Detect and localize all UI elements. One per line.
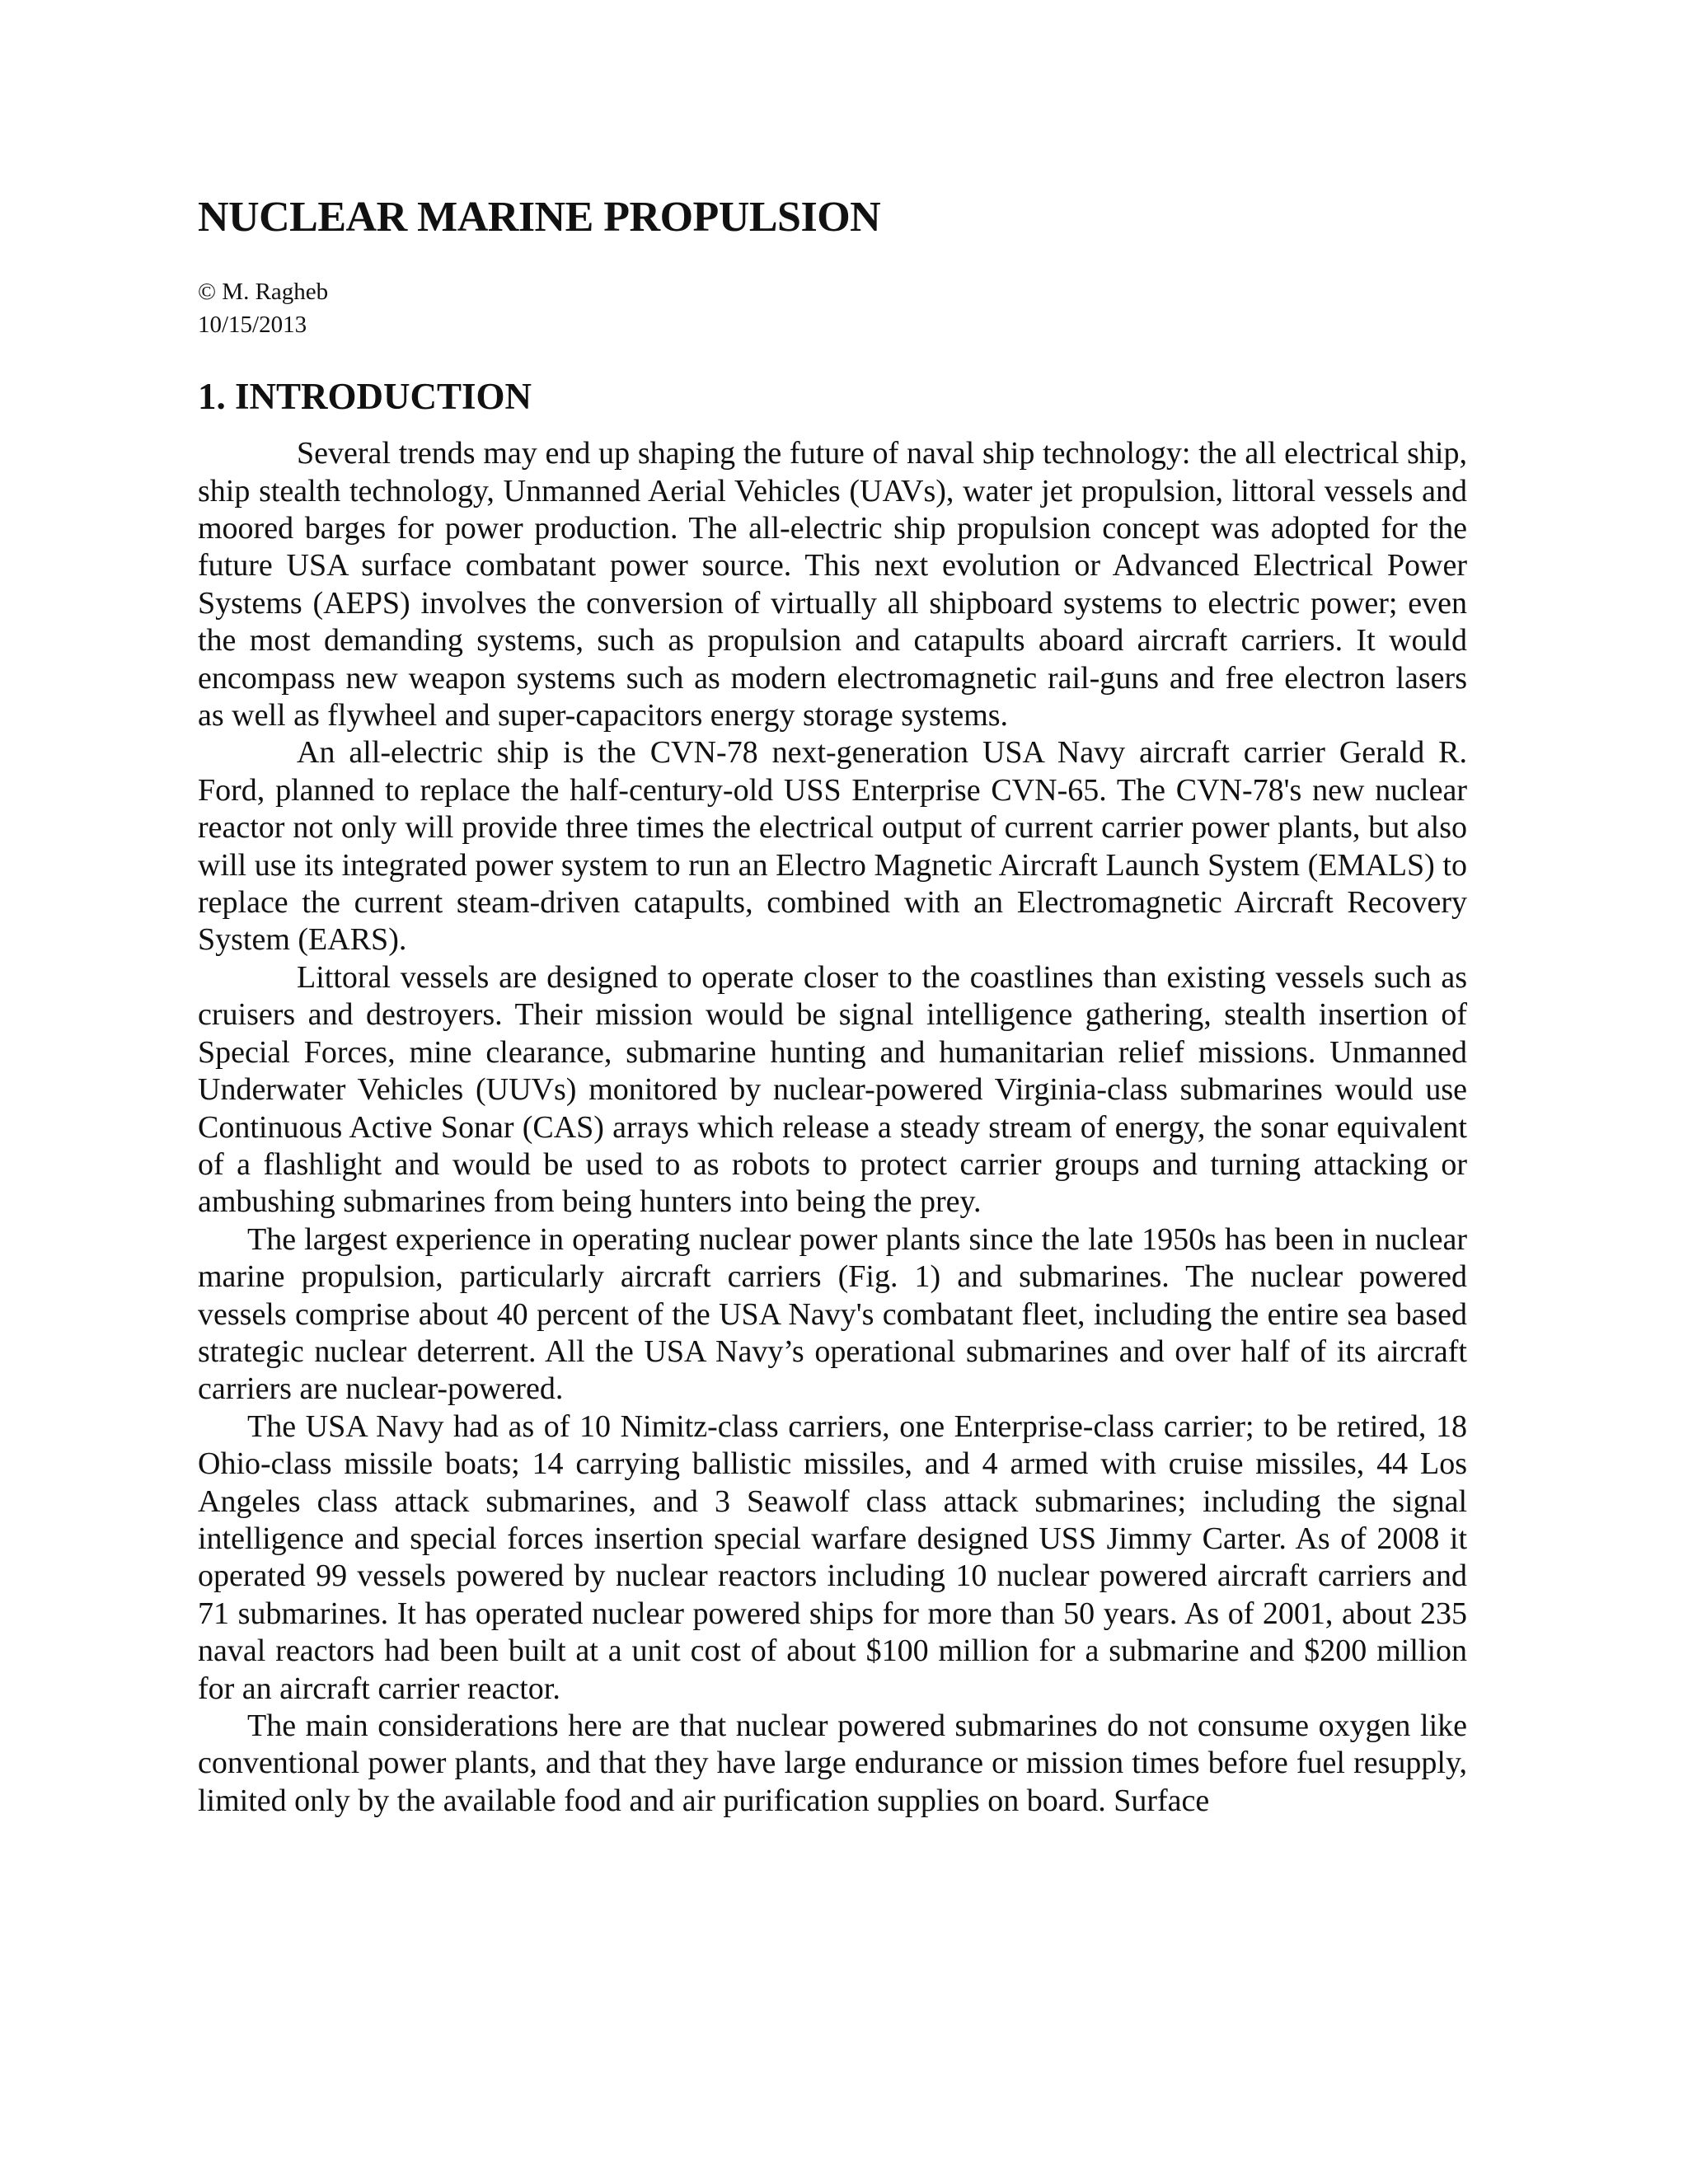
document-page [198, 194, 1467, 1820]
paragraph: The largest experience in operating nuclear power plants since the late 1950s has been in nuclear marine propulsion, particularly aircraft carriers (Fig. 1) and submarines. The nuclear powered vessels comprise about 40 percent of the USA Navy's combatant fleet, including the entire sea based strategic nuclear deterrent. All the USA Navy’s operational submarines and over half of its aircraft carriers are nuclear-powered. [198, 1221, 1467, 1407]
section-heading: 1. INTRODUCTION [198, 376, 532, 418]
paragraph: The main considerations here are that nuclear powered submarines do not consume oxygen like conventional power plants, and that they have large endurance or mission times before fuel resupply, limited only by the available food and air purification supplies on board. Surface [198, 1708, 1467, 1818]
paragraph: The USA Navy had as of 10 Nimitz-class carriers, one Enterprise-class carrier; to be retired, 18 Ohio-class missile boats; 14 carrying ballistic missiles, and 4 armed with cruise missiles, 44 Los Angeles class attack submarines, and 3 Seawolf class attack submarines; including the signal intelligence and special forces insertion special warfare designed USS Jimmy Carter. As of 2008 it operated 99 vessels powered by nuclear reactors including 10 nuclear powered aircraft carriers and 71 submarines. It has operated nuclear powered ships for more than 50 years. As of 2001, about 235 naval reactors had been built at a unit cost of about $100 million for a submarine and $200 million for an aircraft carrier reactor. [198, 1408, 1467, 1706]
document-meta [198, 275, 1467, 341]
paragraph: An all-electric ship is the CVN-78 next-generation USA Navy aircraft carrier Gerald R. Ford, planned to replace the half-century-old USS Enterprise CVN-65. The CVN-78's new nuclear reactor not only will provide three times the electrical output of current carrier power plants, but also will use its integrated power system to run an Electro Magnetic Aircraft Launch System (EMALS) to replace the current steam-driven catapults, combined with an Electromagnetic Aircraft Recovery System (EARS). [198, 735, 1467, 958]
document-title: NUCLEAR MARINE PROPULSION [198, 194, 881, 241]
date-line: 10/15/2013 [198, 312, 307, 339]
author-line: © M. Ragheb [198, 279, 329, 306]
paragraph: Several trends may end up shaping the future of naval ship technology: the all electrical ship, ship stealth technology, Unmanned Aerial Vehicles (UAVs), water jet propulsion, littoral vessels and moored barges for power production. The all-electric ship propulsion concept was adopted for the future USA surface combatant power source. This next evolution or Advanced Electrical Power Systems (AEPS) involves the conversion of virtually all shipboard systems to electric power; even the most demanding systems, such as propulsion and catapults aboard aircraft carriers. It would encompass new weapon systems such as modern electromagnetic rail-guns and free electron lasers as well as flywheel and super-capacitors energy storage systems. [198, 436, 1467, 733]
section-body [198, 435, 1467, 1820]
paragraph: Littoral vessels are designed to operate closer to the coastlines than existing vessels such as cruisers and destroyers. Their mission would be signal intelligence gathering, stealth insertion of Special Forces, mine clearance, submarine hunting and humanitarian relief missions. Unmanned Underwater Vehicles (UUVs) monitored by nuclear-powered Virginia-class submarines would use Continuous Active Sonar (CAS) arrays which release a steady stream of energy, the sonar equivalent of a flashlight and would be used to as robots to protect carrier groups and turning attacking or ambushing submarines from being hunters into being the prey. [198, 959, 1467, 1220]
